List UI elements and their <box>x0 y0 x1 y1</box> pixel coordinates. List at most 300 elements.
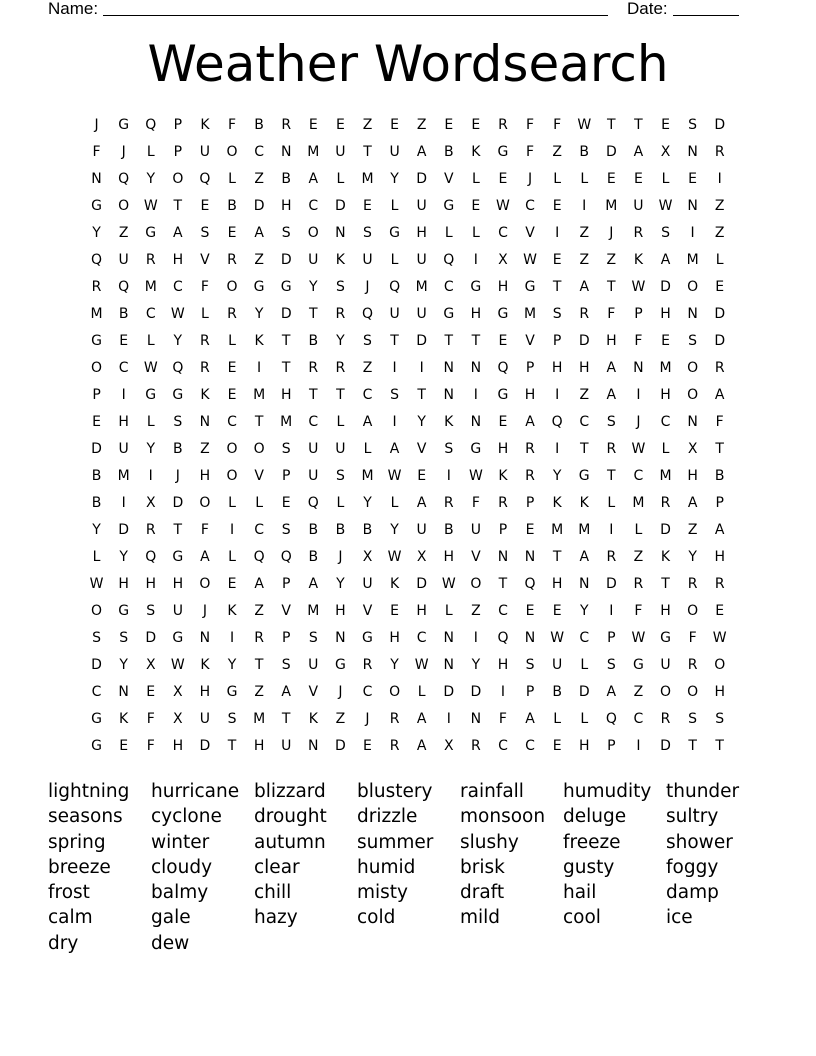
grid-letter: U <box>362 575 373 592</box>
grid-letter: W <box>89 575 104 592</box>
word-bank-item: misty <box>357 882 409 904</box>
grid-letter: E <box>390 116 399 133</box>
grid-letter: M <box>361 170 374 187</box>
grid-letter: G <box>470 440 482 457</box>
grid-letter: H <box>551 575 563 592</box>
grid-letter: R <box>335 359 346 376</box>
word-bank-item: freeze <box>563 831 621 853</box>
grid-letter: T <box>390 332 399 349</box>
grid-letter: T <box>336 386 345 403</box>
grid-letter: E <box>444 116 454 133</box>
grid-letter: G <box>253 278 265 295</box>
grid-letter: L <box>228 170 236 187</box>
grid-letter: Y <box>471 656 481 673</box>
grid-letter: V <box>471 548 481 565</box>
grid-letter: R <box>227 305 237 322</box>
grid-letter: T <box>607 278 616 295</box>
grid-letter: P <box>525 494 535 511</box>
grid-letter: H <box>253 737 265 754</box>
grid-letter: A <box>173 224 183 241</box>
grid-letter: U <box>416 251 427 268</box>
grid-letter: K <box>389 575 400 592</box>
grid-letter: I <box>473 386 478 403</box>
grid-letter: I <box>555 386 560 403</box>
grid-letter: D <box>280 251 292 268</box>
word-bank-item: spring <box>48 831 106 853</box>
grid-letter: H <box>578 737 590 754</box>
grid-letter: C <box>416 629 427 646</box>
word-bank <box>48 779 769 956</box>
grid-letter: Z <box>579 251 590 268</box>
grid-letter: R <box>200 359 210 376</box>
grid-letter: B <box>579 143 590 160</box>
grid-letter: G <box>91 737 102 754</box>
grid-letter: X <box>416 548 427 565</box>
grid-letter: D <box>416 170 428 187</box>
grid-letter: J <box>365 710 370 727</box>
grid-letter: F <box>526 143 535 160</box>
grid-letter: I <box>229 521 235 538</box>
grid-letter: A <box>416 494 427 511</box>
grid-letter: E <box>498 413 508 430</box>
grid-letter: M <box>659 359 672 376</box>
grid-letter: W <box>658 197 673 214</box>
grid-letter: T <box>715 440 724 457</box>
grid-letter: H <box>660 386 671 403</box>
grid-letter: R <box>633 224 644 241</box>
grid-letter: S <box>281 521 291 538</box>
grid-letter: Q <box>497 629 509 646</box>
word-bank-item: mild <box>460 907 501 929</box>
grid-letter: G <box>632 656 644 673</box>
grid-letter: N <box>470 359 482 376</box>
word-bank-item: breeze <box>48 856 111 878</box>
grid-letter: S <box>363 224 372 241</box>
grid-letter: W <box>143 197 158 214</box>
grid-letter: E <box>552 197 562 214</box>
grid-letter: G <box>497 305 509 322</box>
date-label: Date: <box>627 0 668 18</box>
grid-letter: Z <box>118 224 129 241</box>
grid-letter: L <box>553 710 562 727</box>
grid-letter: N <box>308 737 319 754</box>
grid-letter: O <box>226 143 238 160</box>
grid-letter: Y <box>119 548 128 565</box>
grid-letter: S <box>146 602 156 619</box>
word-bank-item: slushy <box>460 831 519 853</box>
grid-letter: Z <box>579 386 590 403</box>
grid-letter: T <box>471 332 481 349</box>
grid-letter: C <box>498 224 508 241</box>
grid-letter: N <box>443 656 454 673</box>
grid-letter: J <box>527 170 533 187</box>
grid-letter: I <box>636 737 641 754</box>
word-bank-item: cool <box>563 907 601 929</box>
grid-letter: O <box>226 467 238 484</box>
grid-letter: R <box>714 575 725 592</box>
grid-letter: K <box>119 710 129 727</box>
grid-letter: K <box>552 494 562 511</box>
grid-letter: A <box>660 251 671 268</box>
grid-letter: Y <box>552 467 562 484</box>
grid-letter: B <box>91 467 102 484</box>
grid-letter: H <box>714 548 725 565</box>
grid-letter: O <box>199 575 211 592</box>
grid-letter: G <box>91 332 102 349</box>
grid-letter: V <box>443 170 454 187</box>
grid-letter: Y <box>688 548 697 565</box>
grid-letter: S <box>688 116 698 133</box>
grid-letter: E <box>227 386 237 403</box>
grid-letter: E <box>363 197 372 214</box>
grid-letter: M <box>686 251 699 268</box>
grid-letter: H <box>389 629 400 646</box>
grid-letter: K <box>633 251 644 268</box>
grid-letter: U <box>552 656 563 673</box>
grid-letter: C <box>362 386 373 403</box>
grid-letter: B <box>308 548 319 565</box>
grid-letter: H <box>497 440 509 457</box>
grid-letter: Z <box>254 251 264 268</box>
grid-letter: J <box>338 683 343 700</box>
grid-letter: H <box>687 467 698 484</box>
page-title: Weather Wordsearch <box>147 35 669 93</box>
grid-letter: E <box>363 737 372 754</box>
grid-letter: N <box>687 305 698 322</box>
grid-letter: N <box>280 143 292 160</box>
grid-letter: H <box>497 656 509 673</box>
grid-letter: B <box>91 494 102 511</box>
grid-letter: X <box>173 710 183 727</box>
grid-letter: L <box>661 170 670 187</box>
grid-letter: I <box>229 629 235 646</box>
grid-letter: T <box>227 737 237 754</box>
grid-letter: H <box>524 386 536 403</box>
grid-letter: Z <box>254 683 264 700</box>
grid-letter: Q <box>280 548 292 565</box>
word-bank-item: seasons <box>48 806 123 828</box>
grid-letter: Q <box>443 251 455 268</box>
grid-letter: F <box>526 116 535 133</box>
grid-letter: C <box>579 629 590 646</box>
grid-letter: D <box>416 332 428 349</box>
grid-letter: J <box>175 467 180 484</box>
grid-letter: E <box>417 467 427 484</box>
grid-letter: T <box>607 116 616 133</box>
grid-letter: O <box>660 683 672 700</box>
grid-letter: J <box>121 143 126 160</box>
grid-letter: Q <box>524 575 536 592</box>
grid-letter: U <box>172 602 183 619</box>
grid-letter: I <box>582 197 587 214</box>
grid-letter: T <box>254 656 264 673</box>
grid-letter: O <box>687 386 699 403</box>
grid-letter: L <box>228 494 236 511</box>
grid-letter: E <box>281 494 291 511</box>
grid-letter: L <box>580 170 589 187</box>
grid-letter: J <box>338 548 343 565</box>
grid-letter: B <box>443 143 454 160</box>
grid-letter: M <box>659 467 672 484</box>
grid-letter: E <box>227 224 237 241</box>
grid-letter: R <box>606 440 617 457</box>
grid-letter: K <box>660 548 671 565</box>
grid-letter: T <box>281 359 291 376</box>
grid-letter: B <box>281 170 291 187</box>
grid-letter: P <box>173 143 183 160</box>
grid-letter: O <box>687 359 699 376</box>
word-bank-item: rainfall <box>460 781 524 802</box>
grid-letter: M <box>524 305 537 322</box>
grid-letter: H <box>470 305 482 322</box>
grid-letter: H <box>497 278 509 295</box>
grid-letter: Y <box>254 305 264 322</box>
grid-letter: N <box>497 548 509 565</box>
grid-letter: V <box>416 440 427 457</box>
grid-letter: L <box>715 251 724 268</box>
grid-letter: I <box>121 386 126 403</box>
date-field[interactable] <box>673 15 739 16</box>
grid-letter: D <box>335 737 346 754</box>
grid-letter: A <box>308 170 319 187</box>
grid-letter: B <box>308 332 319 349</box>
grid-letter: E <box>715 278 725 295</box>
grid-letter: O <box>470 575 482 592</box>
grid-letter: E <box>661 332 670 349</box>
grid-letter: K <box>308 710 318 727</box>
grid-letter: S <box>688 710 698 727</box>
grid-letter: I <box>121 494 126 511</box>
word-bank-item: brisk <box>460 856 505 878</box>
grid-letter: H <box>172 575 184 592</box>
grid-letter: A <box>200 548 210 565</box>
grid-letter: Y <box>119 656 128 673</box>
grid-letter: A <box>714 386 725 403</box>
grid-letter: E <box>200 197 210 214</box>
grid-letter: U <box>335 143 346 160</box>
grid-letter: H <box>335 602 346 619</box>
grid-letter: C <box>525 737 535 754</box>
grid-letter: X <box>443 737 454 754</box>
grid-letter: R <box>525 467 535 484</box>
grid-letter: A <box>416 710 427 727</box>
grid-letter: G <box>660 629 671 646</box>
grid-letter: N <box>199 413 211 430</box>
grid-letter: T <box>254 413 264 430</box>
grid-letter: T <box>309 386 318 403</box>
grid-letter: C <box>254 143 264 160</box>
grid-letter: R <box>687 656 698 673</box>
grid-letter: Z <box>714 197 725 214</box>
grid-letter: T <box>281 332 291 349</box>
grid-letter: N <box>687 413 698 430</box>
grid-letter: B <box>443 521 454 538</box>
grid-letter: D <box>416 575 428 592</box>
grid-letter: B <box>552 683 562 700</box>
grid-letter: T <box>281 710 291 727</box>
word-bank-item: clear <box>254 856 300 878</box>
grid-letter: G <box>145 386 157 403</box>
grid-letter: Q <box>389 278 401 295</box>
grid-letter: Q <box>118 170 130 187</box>
grid-letter: A <box>254 575 264 592</box>
grid-letter: C <box>498 737 508 754</box>
grid-letter: S <box>308 629 318 646</box>
grid-letter: U <box>308 656 319 673</box>
grid-letter: K <box>227 602 237 619</box>
grid-letter: D <box>91 656 102 673</box>
grid-letter: S <box>552 305 562 322</box>
grid-letter: D <box>605 575 617 592</box>
grid-letter: I <box>555 224 560 241</box>
grid-letter: O <box>389 683 401 700</box>
grid-letter: D <box>91 440 102 457</box>
grid-letter: R <box>389 737 400 754</box>
grid-letter: D <box>714 116 726 133</box>
grid-letter: L <box>92 548 101 565</box>
grid-letter: Y <box>173 332 183 349</box>
grid-letter: A <box>525 710 535 727</box>
grid-letter: P <box>173 116 183 133</box>
grid-letter: O <box>199 494 211 511</box>
grid-letter: J <box>365 278 370 295</box>
grid-letter: I <box>609 521 614 538</box>
grid-letter: J <box>202 602 207 619</box>
grid-letter: U <box>199 143 211 160</box>
word-bank-item: gale <box>151 907 191 929</box>
grid-letter: E <box>525 602 535 619</box>
word-bank-item: monsoon <box>460 806 546 828</box>
grid-letter: K <box>200 116 210 133</box>
grid-letter: H <box>145 575 156 592</box>
grid-letter: R <box>145 251 156 268</box>
grid-letter: U <box>118 440 129 457</box>
grid-letter: U <box>335 440 346 457</box>
word-bank-item: foggy <box>666 856 719 878</box>
grid-letter: L <box>417 683 426 700</box>
grid-letter: Z <box>362 359 373 376</box>
grid-letter: F <box>200 278 209 295</box>
word-bank-item: sultry <box>666 806 719 828</box>
grid-letter: O <box>687 278 699 295</box>
grid-letter: A <box>416 737 427 754</box>
grid-letter: R <box>633 575 644 592</box>
grid-letter: W <box>550 629 565 646</box>
grid-letter: X <box>498 251 508 268</box>
word-bank-item: balmy <box>151 882 209 904</box>
word-bank-item: summer <box>357 831 434 853</box>
grid-letter: E <box>552 737 562 754</box>
grid-letter: C <box>254 521 264 538</box>
grid-letter: R <box>687 575 698 592</box>
grid-letter: A <box>281 683 291 700</box>
grid-letter: I <box>392 359 397 376</box>
grid-letter: O <box>172 170 184 187</box>
grid-letter: I <box>392 413 397 430</box>
grid-letter: I <box>446 467 451 484</box>
grid-letter: G <box>91 710 102 727</box>
word-bank-item: thunder <box>666 781 740 802</box>
grid-letter: L <box>390 251 399 268</box>
grid-letter: R <box>498 116 508 133</box>
grid-letter: U <box>362 251 373 268</box>
grid-letter: P <box>281 575 291 592</box>
grid-letter: W <box>631 278 646 295</box>
grid-letter: D <box>578 332 590 349</box>
grid-letter: E <box>552 602 562 619</box>
grid-letter: Z <box>687 521 698 538</box>
grid-letter: A <box>579 278 590 295</box>
word-bank-item: frost <box>48 882 90 904</box>
grid-letter: Y <box>363 494 372 511</box>
grid-letter: R <box>660 710 671 727</box>
word-bank-item: autumn <box>254 831 326 853</box>
grid-letter: K <box>200 656 210 673</box>
grid-letter: N <box>470 710 482 727</box>
word-bank-item: blizzard <box>254 781 326 802</box>
grid-letter: Z <box>606 251 617 268</box>
grid-letter: E <box>552 251 562 268</box>
grid-letter: B <box>118 305 129 322</box>
grid-letter: U <box>416 197 427 214</box>
grid-letter: L <box>336 170 345 187</box>
grid-letter: W <box>631 629 646 646</box>
grid-letter: T <box>417 386 426 403</box>
grid-letter: Y <box>336 575 345 592</box>
grid-letter: T <box>552 278 562 295</box>
word-bank-item: lightning <box>48 781 130 802</box>
grid-letter: F <box>146 710 155 727</box>
grid-letter: W <box>170 305 185 322</box>
grid-letter: R <box>200 332 210 349</box>
grid-letter: F <box>200 521 209 538</box>
grid-letter: V <box>281 602 291 619</box>
grid-letter: Z <box>254 170 264 187</box>
grid-letter: Y <box>92 224 101 241</box>
grid-letter: L <box>228 332 236 349</box>
grid-letter: N <box>335 629 346 646</box>
grid-letter: C <box>227 413 237 430</box>
grid-letter: E <box>661 116 670 133</box>
grid-letter: S <box>606 656 616 673</box>
grid-letter: T <box>498 575 508 592</box>
grid-letter: O <box>714 656 726 673</box>
grid-letter: A <box>579 548 590 565</box>
grid-letter: U <box>470 521 481 538</box>
grid-letter: J <box>94 116 99 133</box>
name-field[interactable] <box>103 15 608 16</box>
grid-letter: U <box>416 521 427 538</box>
word-bank-item: ice <box>666 907 693 929</box>
grid-letter: K <box>200 386 210 403</box>
grid-letter: T <box>688 737 697 754</box>
grid-letter: Y <box>92 521 101 538</box>
word-bank-item: humid <box>357 856 416 878</box>
grid-letter: K <box>444 413 454 430</box>
grid-letter: C <box>633 467 644 484</box>
word-bank-item: drizzle <box>357 806 418 828</box>
grid-letter: N <box>443 629 454 646</box>
grid-letter: Y <box>146 170 156 187</box>
grid-letter: P <box>607 629 616 646</box>
word-bank-item: blustery <box>357 781 433 802</box>
grid-letter: D <box>443 683 455 700</box>
grid-letter: D <box>253 197 265 214</box>
grid-letter: R <box>498 494 508 511</box>
grid-letter: R <box>579 305 590 322</box>
grid-letter: F <box>146 737 155 754</box>
grid-letter: H <box>578 359 590 376</box>
